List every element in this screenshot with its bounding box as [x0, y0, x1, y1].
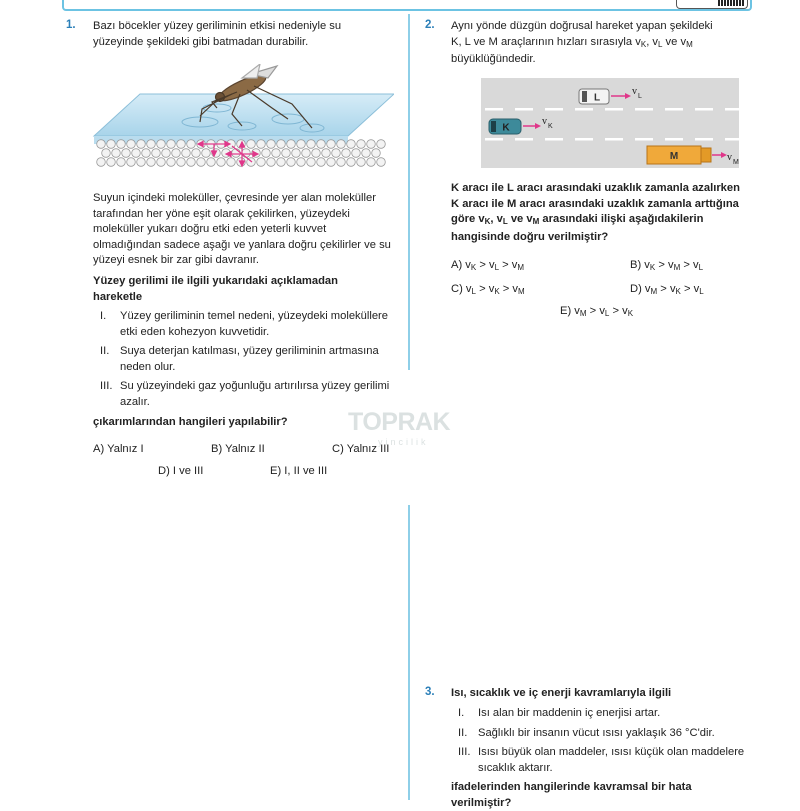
greater-than: > — [657, 283, 670, 295]
velocity-symbol: v — [667, 259, 674, 271]
velocity-subscript: L — [604, 309, 610, 318]
q1-option-a[interactable]: A) Yalnız I — [93, 443, 144, 455]
velocity-subscript: K — [627, 309, 634, 318]
velocity-subscript: K — [470, 263, 477, 272]
greater-than: > — [475, 283, 489, 295]
q2-stem-sub-l: L — [502, 217, 508, 227]
q2-stem-sub-m: M — [532, 217, 540, 227]
car-l-label: L — [593, 92, 601, 104]
option-label: A) — [451, 259, 466, 271]
option-label: B) — [630, 259, 645, 271]
q2-number: 2. — [425, 19, 435, 31]
q2-v-sub-m: M — [686, 39, 693, 49]
vk-symbol: v — [542, 116, 547, 127]
velocity-symbol: v — [512, 283, 518, 295]
q1-question: çıkarımlarından hangileri yapılabilir? — [93, 416, 288, 428]
velocity-symbol: v — [511, 259, 518, 271]
top-frame — [62, 0, 752, 11]
velocity-subscript: M — [579, 309, 587, 318]
velocity-subscript: K — [675, 287, 681, 296]
velocity-subscript: L — [698, 263, 704, 272]
traffic-figure — [481, 78, 743, 170]
q3-number: 3. — [425, 686, 435, 698]
column-divider-bottom — [408, 505, 410, 800]
q2-sep2: ve — [507, 213, 527, 226]
greater-than: > — [476, 259, 489, 271]
vm-symbol: v — [727, 152, 732, 163]
greater-than: > — [680, 283, 694, 295]
velocity-subscript: L — [471, 287, 476, 296]
q3-item-2-text: Sağlıklı bir insanın vücut ısısı yaklaşık 36 °C'dir. — [478, 726, 715, 739]
q2-v-sub-l: L — [658, 39, 663, 49]
q1-number: 1. — [66, 19, 76, 31]
q2-stem — [451, 181, 751, 245]
q2-option-a[interactable] — [451, 259, 524, 272]
q2-stem-text-2: arasındaki ilişki aşağıdakilerin hangisinde doğru verilmiştir? — [451, 213, 704, 243]
q1-option-e[interactable]: E) I, II ve III — [270, 465, 328, 477]
option-label: E) — [560, 305, 575, 317]
q2-sep1: , — [646, 35, 653, 48]
q2-v-sym: v — [652, 35, 658, 48]
q2-v-sym: v — [496, 213, 503, 226]
q2-v-sym: v — [478, 213, 485, 226]
velocity-symbol: v — [574, 305, 580, 317]
q2-stem-sub-k: K — [484, 217, 491, 227]
q2-stem-text: K aracı ile L aracı arasındaki uzaklık zamanla azalırken K aracı ile M aracı arasındaki uzaklık zamanla arttığına göre — [451, 182, 740, 226]
greater-than: > — [499, 283, 513, 295]
q1-item-2-text: Suya deterjan katılması, yüzey geriliminin artmasına neden olur. — [120, 345, 379, 373]
q3-item-1 — [458, 706, 748, 722]
q2-intro-line3: büyüklüğündedir. — [451, 53, 536, 66]
velocity-subscript: M — [518, 287, 525, 296]
q1-item-1 — [100, 309, 392, 340]
q1-item-3-numeral: III. — [100, 380, 113, 393]
q2-intro — [451, 19, 751, 68]
q1-stem: Yüzey gerilimi ile ilgili yukarıdaki açıklamadan hareketle — [93, 275, 338, 303]
q1-items — [100, 309, 392, 411]
car-k-label: K — [502, 122, 510, 134]
watermark-name: TOPRAK — [348, 408, 451, 436]
q1-option-d[interactable]: D) I ve III — [158, 465, 204, 477]
q2-intro-line1: Aynı yönde düzgün doğrusal hareket yapan şekildeki — [451, 20, 713, 32]
q1-option-b[interactable]: B) Yalnız II — [211, 443, 265, 455]
velocity-symbol: v — [644, 283, 651, 295]
truck-m-label: M — [669, 151, 679, 162]
vm-sub: M — [733, 159, 739, 166]
qr-code-icon — [718, 0, 744, 6]
q3-question: ifadelerinden hangilerinde kavramsal bir hata verilmiştir? — [451, 781, 692, 809]
velocity-subscript: M — [650, 287, 658, 296]
publisher-watermark — [348, 408, 450, 447]
q1-item-3-text: Su yüzeyindeki gaz yoğunluğu artırılırsa yüzey gerilimi azalır. — [120, 380, 390, 408]
q2-option-e[interactable] — [560, 305, 633, 318]
q2-v-sym: v — [635, 35, 641, 48]
greater-than: > — [680, 259, 693, 271]
velocity-symbol: v — [669, 283, 676, 295]
qr-code-box — [676, 0, 748, 9]
q2-option-d[interactable] — [630, 283, 704, 296]
option-label: D) — [630, 283, 645, 295]
q3-item-2-numeral: II. — [458, 726, 468, 739]
velocity-symbol: v — [465, 259, 471, 271]
q3-item-1-numeral: I. — [458, 707, 465, 719]
greater-than: > — [609, 305, 623, 317]
vk-sub: K — [548, 123, 553, 130]
velocity-subscript: K — [649, 263, 656, 272]
q1-option-c[interactable]: C) Yalnız III — [332, 443, 390, 455]
greater-than: > — [499, 259, 512, 271]
column-divider-top — [408, 14, 410, 370]
q1-intro: Bazı böcekler yüzey geriliminin etkisi nedeniyle su yüzeyinde şekildeki gibi batmadan durabilir. — [93, 20, 342, 48]
q3-items — [458, 706, 748, 776]
velocity-symbol: v — [693, 283, 700, 295]
vl-sub: L — [638, 93, 642, 100]
velocity-symbol: v — [488, 283, 495, 295]
q2-sep2: ve — [662, 35, 681, 48]
q1-item-2-numeral: II. — [100, 345, 110, 358]
velocity-subscript: L — [494, 263, 500, 272]
velocity-subscript: L — [699, 287, 704, 296]
q3-stem: Isı, sıcaklık ve iç enerji kavramlarıyla ilgili — [451, 687, 672, 699]
velocity-subscript: K — [494, 287, 500, 296]
water-strider-figure — [92, 64, 394, 170]
velocity-symbol: v — [465, 283, 472, 295]
greater-than: > — [586, 305, 600, 317]
q2-option-c[interactable] — [451, 283, 525, 296]
q1-item-2 — [100, 344, 392, 375]
q3-item-3-numeral: III. — [458, 746, 471, 759]
q2-v-sub-k: K — [640, 39, 647, 49]
q3-item-3 — [458, 745, 748, 776]
velocity-symbol: v — [622, 305, 628, 317]
q2-v-sym: v — [526, 213, 533, 226]
greater-than: > — [655, 259, 668, 271]
q1-item-3 — [100, 379, 392, 410]
q2-intro-line2 — [451, 35, 751, 53]
velocity-subscript: M — [673, 263, 681, 272]
q1-item-1-numeral: I. — [100, 310, 107, 322]
q3-item-3-text: Isısı büyük olan maddeler, ısısı küçük olan maddelere sıcaklık aktarır. — [478, 746, 745, 774]
q2-v-sym: v — [680, 35, 687, 48]
q3-item-1-text: Isı alan bir maddenin iç enerjisi artar. — [478, 707, 661, 719]
velocity-symbol: v — [488, 259, 495, 271]
watermark-sub: yincilik — [378, 437, 429, 447]
velocity-subscript: M — [517, 263, 525, 272]
q1-paragraph: Suyun içindeki moleküller, çevresinde yer alan moleküller tarafından her yöne eşit olarak çekilirken, yüzeydeki moleküller yukarı doğru etki eden yeterli kuvvet olmadığından sadece aşağı ve yanlara doğru çekilirler ve su yüzeyi esnek bir zar gibi davranır. — [93, 192, 391, 267]
option-label: C) — [451, 283, 466, 295]
q2-intro-line2-text: K, L ve M araçlarının hızları sırasıyla — [451, 35, 633, 48]
q2-option-b[interactable] — [630, 259, 703, 272]
velocity-symbol: v — [599, 305, 605, 317]
q3-item-2 — [458, 726, 748, 742]
velocity-symbol: v — [644, 259, 650, 271]
velocity-symbol: v — [693, 259, 699, 271]
q1-item-1-text: Yüzey geriliminin temel nedeni, yüzeydeki moleküllere etki eden kohezyon kuvvetidir. — [120, 310, 389, 338]
q2-sep1: , — [490, 213, 497, 226]
vl-symbol: v — [632, 86, 637, 97]
